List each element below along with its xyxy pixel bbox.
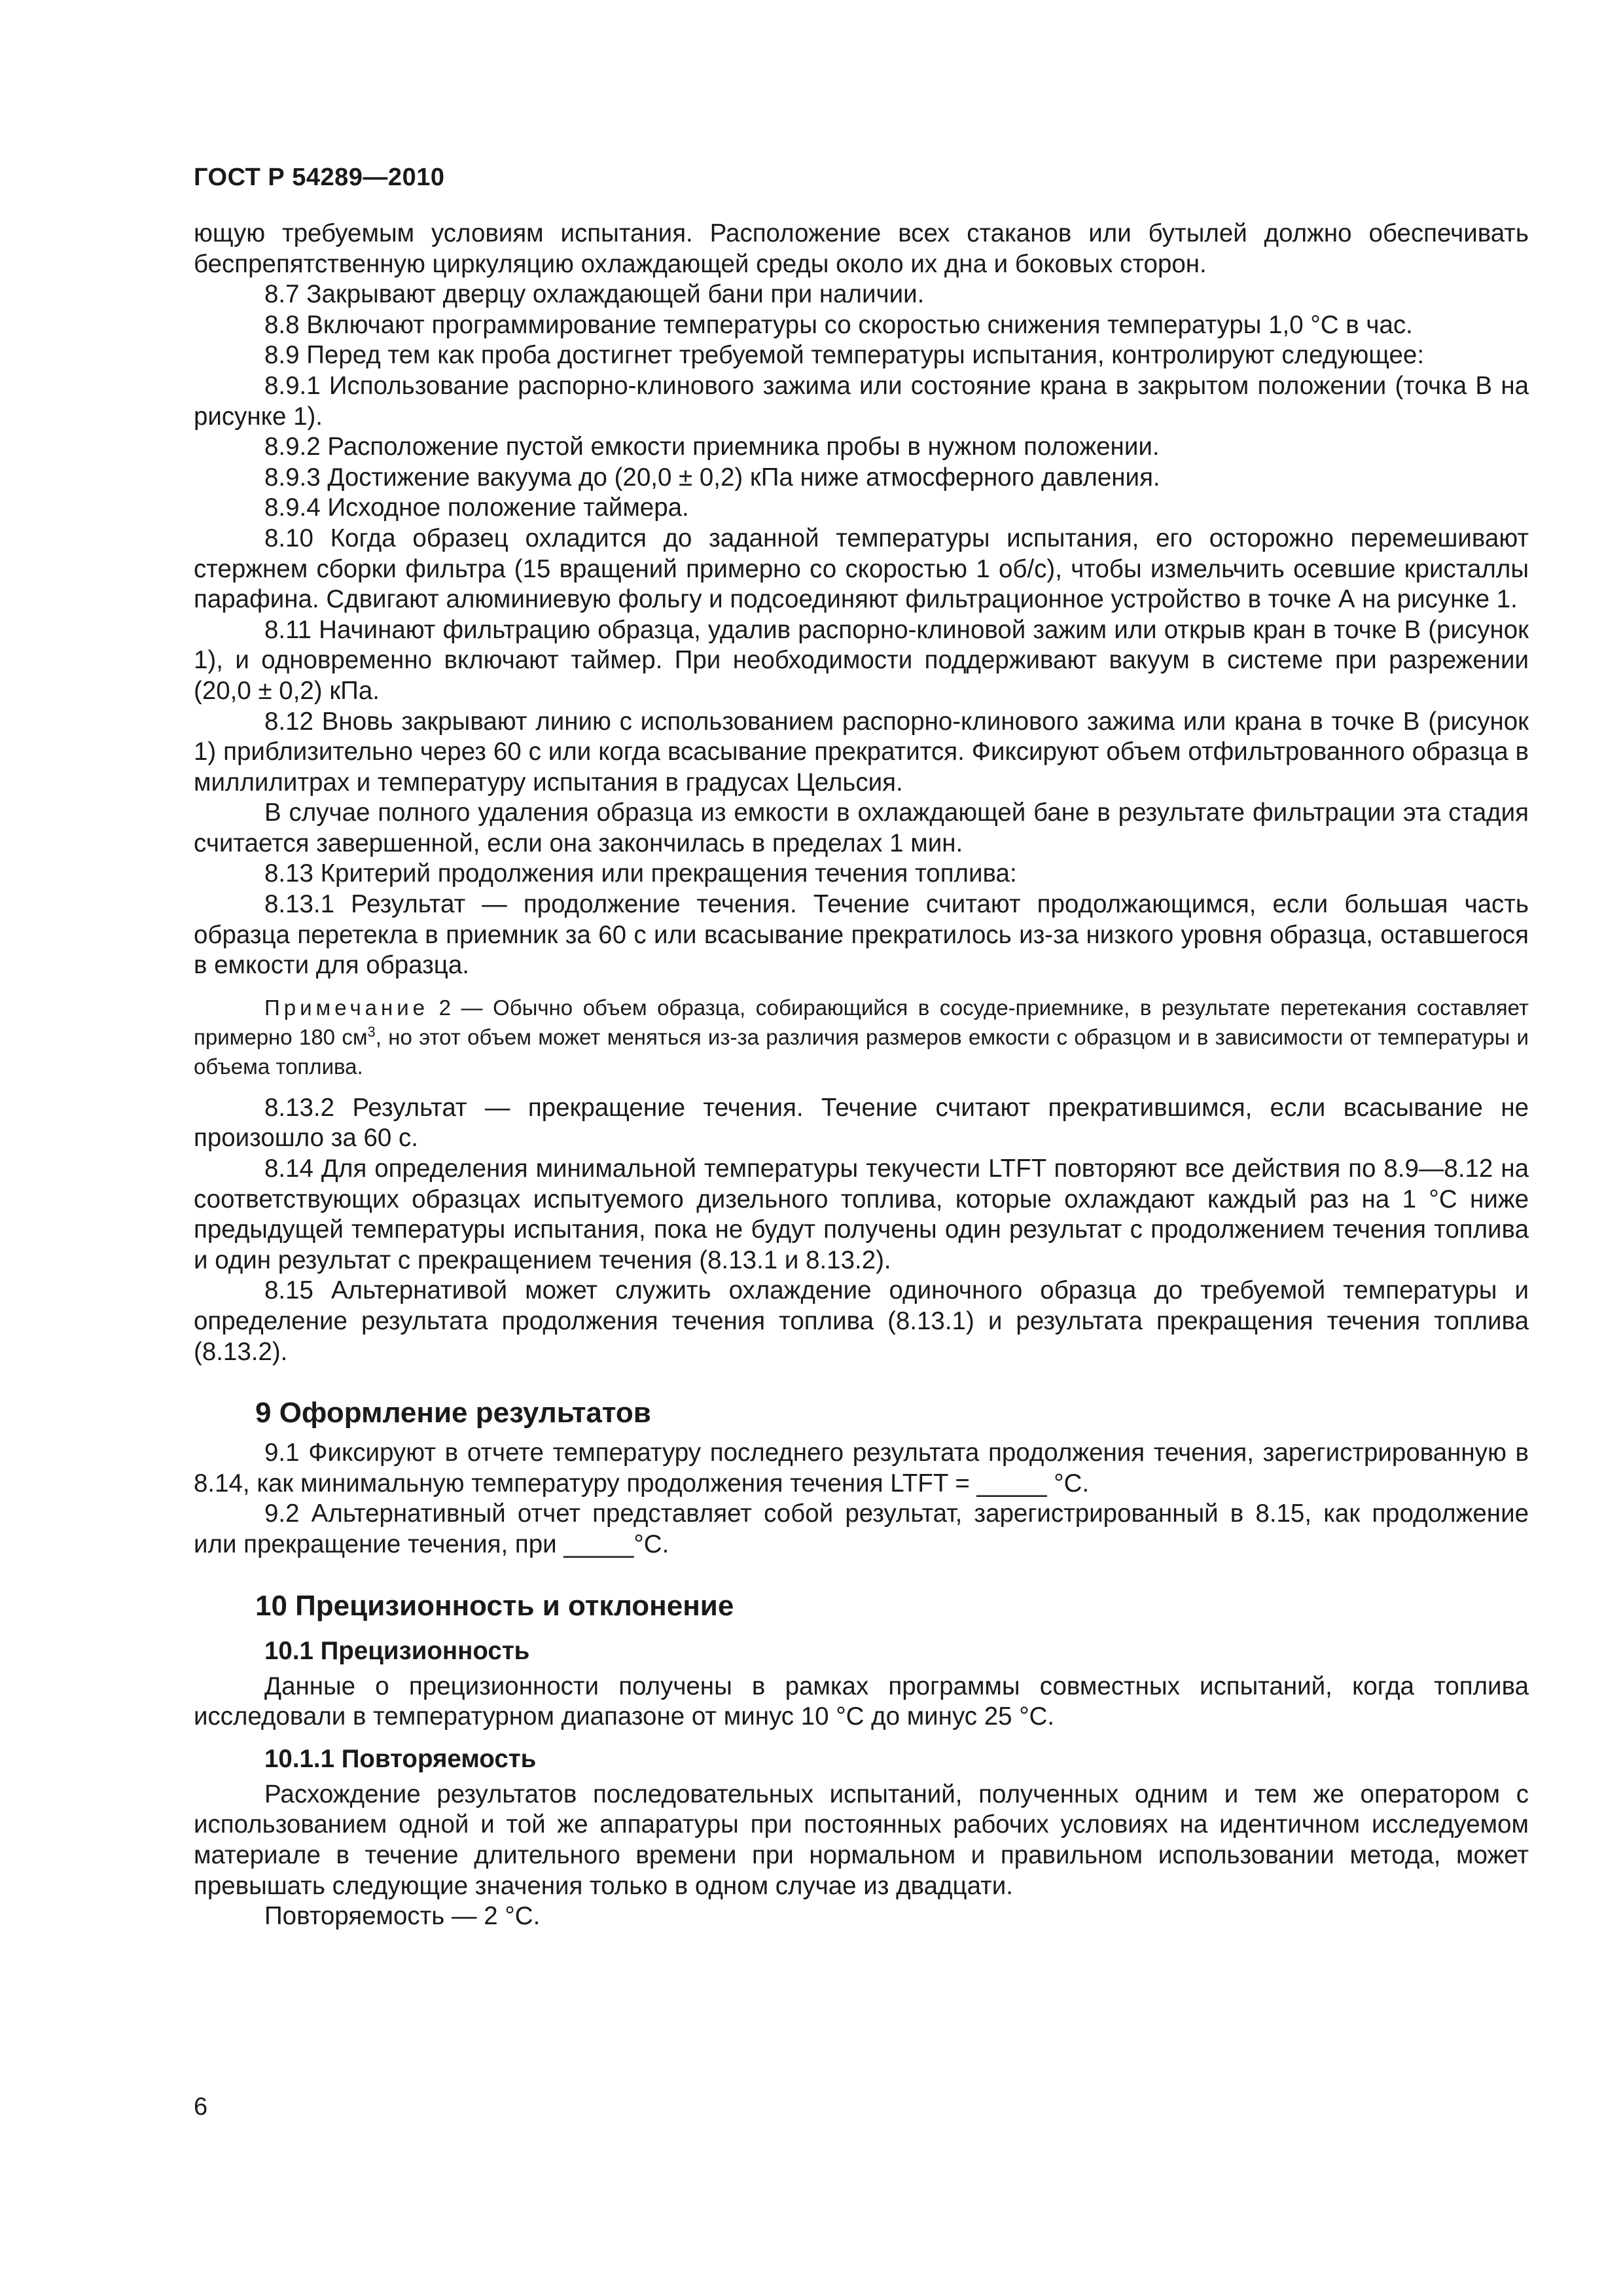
paragraph-8-8: 8.8 Включают программирование температуры со скоростью снижения температуры 1,0 °C в час. <box>264 310 1413 339</box>
paragraph-8-11: 8.11 Начинают фильтрацию образца, удалив распорно-клиновой зажим или открыв кран в точке В (рисунок 1), и одновременно включают таймер. При необходимости поддерживают вакуум в системе при разрежении (20,0 ± 0,2) кПа. <box>194 615 1529 705</box>
paragraph-8-9-4: 8.9.4 Исходное положение таймера. <box>264 493 689 522</box>
paragraph-continuation: ющую требуемым условиям испытания. Расположение всех стаканов или бутылей должно обеспечивать беспрепятственную циркуляцию охлаждающей среды около их дна и боковых сторон. <box>194 219 1529 278</box>
paragraph-8-14: 8.14 Для определения минимальной температуры текучести LTFT повторяют все действия по 8.9—8.12 на соответствующих образцах испытуемого дизельного топлива, которые охлаждают каждый раз на 1 °C ниже предыдущей температуры испытания, пока не будут получены один результат с продолжением течения топлива и один результат с прекращением течения (8.13.1 и 8.13.2). <box>194 1155 1529 1274</box>
paragraph-8-12-b: В случае полного удаления образца из емкости в охлаждающей бане в результате фильтрации эта стадия считается завершенной, если она закончилась в пределах 1 мин. <box>194 798 1529 857</box>
paragraph-8-9-2: 8.9.2 Расположение пустой емкости приемника пробы в нужном положении. <box>264 433 1160 461</box>
note-2 <box>194 993 1529 1081</box>
paragraph-8-9: 8.9 Перед тем как проба достигнет требуемой температуры испытания, контролируют следующее: <box>264 341 1425 370</box>
paragraph-8-7: 8.7 Закрывают дверцу охлаждающей бани при наличии. <box>264 280 925 309</box>
page-number: 6 <box>194 2093 208 2121</box>
subsection-heading-10-1: 10.1 Прецизионность <box>264 1636 530 1665</box>
paragraph-10-1-1: Расхождение результатов последовательных испытаний, полученных одним и тем же оператором с использованием одной и той же аппаратуры при постоянных рабочих условиях на идентичном исследуемом материале в течение длительного времени при нормальном и правильном использовании метода, может превышать следующие значения только в одном случае из двадцати. <box>194 1780 1529 1900</box>
note-label: Примечание <box>264 995 429 1020</box>
paragraph-repeatability: Повторяемость — 2 °C. <box>264 1902 541 1931</box>
note-superscript: 3 <box>367 1023 376 1040</box>
note-text-b: , но этот объем может меняться из-за различия размеров емкости с образцом и в зависимости от температуры и объема топлива. <box>194 1024 1529 1079</box>
note-text-a: 2 — Обычно объем образца, собирающийся в сосуде-приемнике, в результате перетекания составляет примерно 180 см <box>194 995 1529 1049</box>
document-header: ГОСТ Р 54289—2010 <box>194 164 445 191</box>
document-body <box>194 219 1529 1932</box>
paragraph-8-15: 8.15 Альтернативой может служить охлаждение одиночного образца до требуемой температуры и определение результата продолжения течения топлива (8.13.1) и результата прекращения течения топлива (8.13.2). <box>194 1276 1529 1366</box>
paragraph-8-9-3: 8.9.3 Достижение вакуума до (20,0 ± 0,2) кПа ниже атмосферного давления. <box>264 463 1160 492</box>
paragraph-10-1: Данные о прецизионности получены в рамках программы совместных испытаний, когда топлива исследовали в температурном диапазоне от минус 10 °C до минус 25 °C. <box>194 1672 1529 1731</box>
paragraph-9-2: 9.2 Альтернативный отчет представляет собой результат, зарегистрированный в 8.15, как продолжение или прекращение течения, при _____°C. <box>194 1499 1529 1558</box>
section-heading-9: 9 Оформление результатов <box>255 1397 651 1429</box>
paragraph-8-9-1: 8.9.1 Использование распорно-клинового зажима или состояние крана в закрытом положении (точка В на рисунке 1). <box>194 371 1529 431</box>
paragraph-8-13-2: 8.13.2 Результат — прекращение течения. Течение считают прекратившимся, если всасывание не произошло за 60 с. <box>194 1093 1529 1153</box>
paragraph-8-13: 8.13 Критерий продолжения или прекращения течения топлива: <box>264 859 1017 888</box>
document-page <box>194 0 1529 2296</box>
paragraph-8-10: 8.10 Когда образец охладится до заданной температуры испытания, его осторожно перемешивают стержнем сборки фильтра (15 вращений примерно со скоростью 1 об/с), чтобы измельчить осевшие кристаллы парафина. Сдвигают алюминиевую фольгу и подсоединяют фильтрационное устройство в точке А на рисунке 1. <box>194 524 1529 614</box>
paragraph-8-13-1: 8.13.1 Результат — продолжение течения. Течение считают продолжающимся, если большая часть образца перетекла в приемник за 60 с или всасывание прекратилось из-за низкого уровня образца, оставшегося в емкости для образца. <box>194 890 1529 980</box>
subsection-heading-10-1-1: 10.1.1 Повторяемость <box>264 1744 537 1773</box>
section-heading-10: 10 Прецизионность и отклонение <box>255 1589 734 1622</box>
paragraph-9-1: 9.1 Фиксируют в отчете температуру последнего результата продолжения течения, зарегистрированную в 8.14, как минимальную температуру продолжения течения LTFT = _____ °C. <box>194 1439 1529 1498</box>
paragraph-8-12: 8.12 Вновь закрывают линию с использованием распорно-клинового зажима или крана в точке В (рисунок 1) приблизительно через 60 с или когда всасывание прекратится. Фиксируют объем отфильтрованного образца в миллилитрах и температуру испытания в градусах Цельсия. <box>194 707 1529 797</box>
